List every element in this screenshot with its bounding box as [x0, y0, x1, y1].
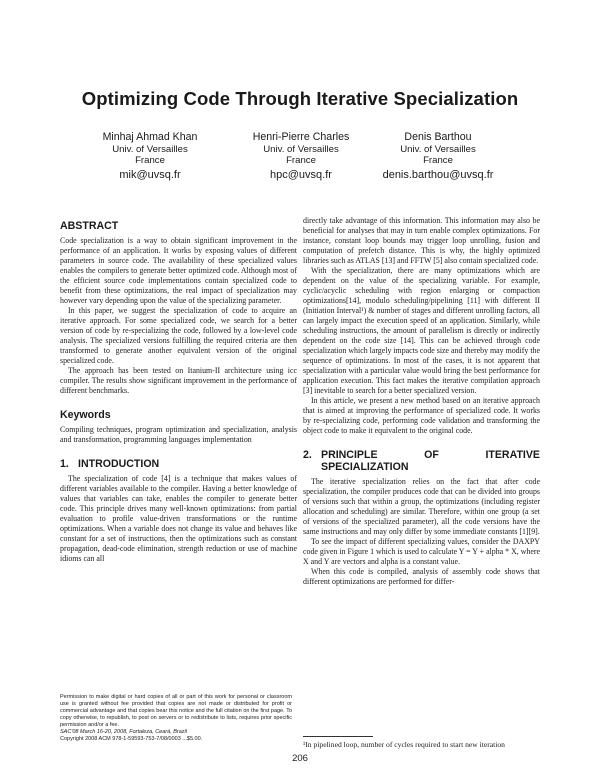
- author-email: mik@uvsq.fr: [119, 169, 181, 181]
- right-column: [303, 216, 540, 587]
- body-paragraph: In this article, we present a new method based on an iterative approach that is aimed at improving the performance of specialized code. It works by re-specializing code, performing code validation and transforming the object code to make it equivalent to the original code.: [303, 396, 540, 435]
- body-paragraph: When this code is compiled, analysis of assembly code shows that different optimizations are performed for differ-: [303, 567, 540, 586]
- conference-info: SAC'08 March 16-20, 2008, Fortaleza, Ceará, Brazil: [60, 729, 187, 735]
- body-paragraph: To see the impact of different specializing values, consider the DAXPY code given in Figure 1 which is used to calculate Y = Y + alpha * X, where X and Y are vectors and alpha is a constant value.: [303, 537, 540, 566]
- body-paragraph: With the specialization, there are many optimizations which are dependent on the value of the specializing variable. For example, cyclic/acyclic scheduling with region enlarging or compaction optimizations[14], modulo scheduling/pipelining [11] with different II (Initiation Interval¹) & number of stages and different unrolling factors, all can largely impact the execution speed of an application. Similarly, while scheduling instructions, the amount of parallelism is directly or indirectly dependent on the code size [14]. This can be achieved through code specialization which largely impacts code size and thereby may modify the sequence of optimizations. In most of the cases, it is not apparent that specialization with a particular value would bring the best performance for application execution. This fact makes the iterative compilation approach [3] inevitable to search for a better specialized version.: [303, 266, 540, 395]
- author-name: Henri-Pierre Charles: [252, 131, 350, 143]
- section-number: 1.: [60, 458, 69, 470]
- permission-text: Permission to make digital or hard copies of all or part of this work for personal or classroom use is granted without fee provided that copies are not made or distributed for profit or commercial advantage and that copies bear this notice and the full citation on the first page. To copy otherwise, to republish, to post on servers or to redistribute to lists, requires prior specific permission and/or a fee.: [60, 694, 292, 728]
- author-name: Denis Barthou: [404, 131, 472, 143]
- author-name: Minhaj Ahmad Khan: [102, 131, 198, 143]
- footnote-rule: [303, 736, 373, 737]
- copyright-line: Copyright 2008 ACM 978-1-59593-753-7/08/0003 ...$5.00.: [60, 736, 203, 742]
- author-block: [226, 131, 376, 181]
- footnote: [303, 736, 540, 749]
- abstract-paragraph: In this paper, we suggest the specialization of code to acquire an iterative approach. For some specialized code, we search for a better version of code by re-specializing the code, followed by a low-level code analysis. The specialized versions fulfilling the required criteria are then transformed to generate another equivalent version of the original specialized code.: [60, 306, 297, 365]
- abstract-paragraph: The approach has been tested on Itanium-II architecture using icc compiler. The results show significant improvement in the performance of different benchmarks.: [60, 366, 297, 395]
- author-affiliation: Univ. of Versailles: [112, 144, 188, 155]
- page-number: 206: [292, 753, 308, 764]
- permission-notice: [60, 694, 292, 743]
- section-heading: [60, 458, 297, 470]
- author-block: [75, 131, 225, 181]
- left-column: [60, 214, 297, 564]
- section-title: INTRODUCTION: [78, 458, 160, 470]
- author-affiliation: Univ. of Versailles: [400, 144, 476, 155]
- body-paragraph: directly take advantage of this information. This information may also be beneficial for analyses that may in turn enable complex optimizations. For instance, constant loop bounds may trigger loop unrolling, fusion and computation of prefetch distance. This is why, the highly optimized libraries such as ATLAS [13] and FFTW [5] also contain specialized code.: [303, 216, 540, 265]
- author-country: France: [286, 155, 316, 166]
- author-email: denis.barthou@uvsq.fr: [382, 169, 494, 181]
- author-affiliation: Univ. of Versailles: [263, 144, 339, 155]
- section-title: PRINCIPLE OF ITERATIVE SPECIALIZATION: [321, 449, 540, 473]
- abstract-paragraph: Code specialization is a way to obtain significant improvement in the performance of an application. It works by exposing values of different parameters in source code. The availability of these specialized values enables the compilers to generate better optimized code. Although most of the efficient source code implementations contain specialized code to benefit from these optimizations, the real impact of specialization may however vary depending upon the value of the specializing parameter.: [60, 236, 297, 305]
- body-paragraph: The iterative specialization relies on the fact that after code specialization, the compiler produces code that can be divided into groups of versions such that within a group, the optimizations (including register allocation and scheduling) are similar. Therefore, within one group (a set of versions of the specialized parameter), all the code versions have the same instructions and may only differ by some immediate constants [1][9].: [303, 477, 540, 536]
- abstract-heading: ABSTRACT: [60, 220, 119, 232]
- author-country: France: [135, 155, 165, 166]
- keywords-text: Compiling techniques, program optimization and specialization, analysis and transformation, programming languages implementation: [60, 425, 297, 444]
- section-heading: [303, 449, 540, 473]
- paper-title: Optimizing Code Through Iterative Specialization: [81, 88, 519, 109]
- section-number: 2.: [303, 449, 312, 461]
- keywords-heading: Keywords: [60, 409, 111, 421]
- author-block: [363, 131, 513, 181]
- intro-paragraph: The specialization of code [4] is a technique that makes values of different variables available to the compiler. Having a better knowledge of values that variables can take, enables the compiler to generate better code. This principle drives many well-known optimizations: from partial evaluation to profile value-driven transformations or the runtime optimizations. When a variable does not change its value and behaves like constant for a set of instructions, then the optimizations such as constant propagation, dead-code elimination, strength reduction or use of machine idioms can all: [60, 474, 297, 563]
- footnote-text: ¹In pipelined loop, number of cycles required to start new iteration: [303, 740, 505, 749]
- author-country: France: [423, 155, 453, 166]
- author-email: hpc@uvsq.fr: [270, 169, 332, 181]
